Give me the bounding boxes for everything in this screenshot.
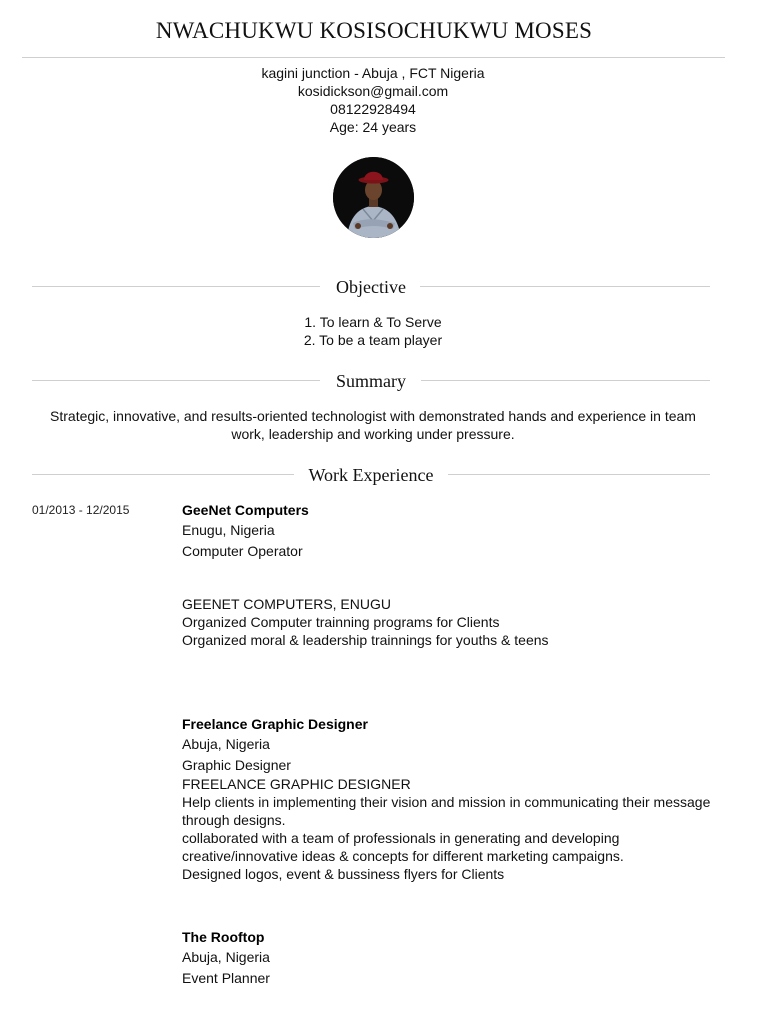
job-detail-line: collaborated with a team of professionals in generating and developing creative/innovative ideas & concepts for different marketing campaigns. <box>182 830 624 864</box>
summary-section-header <box>32 370 710 392</box>
address-text: kagini junction - Abuja , FCT Nigeria <box>261 65 485 81</box>
person-photo-icon <box>333 157 414 238</box>
summary-title: Summary <box>336 371 406 391</box>
job-role: Event Planner <box>182 970 270 986</box>
objective-title: Objective <box>336 277 406 297</box>
job-heading: GEENET COMPUTERS, ENUGU <box>182 596 391 612</box>
job-detail-line: Designed logos, event & bussiness flyers for Clients <box>182 866 505 882</box>
candidate-name: NWACHUKWU KOSISOCHUKWU MOSES <box>155 18 593 43</box>
header-divider <box>22 57 725 58</box>
work-experience-section-header <box>32 464 710 486</box>
objective-item: 1. To learn & To Serve <box>304 314 442 330</box>
job-entry-rooftop <box>182 927 722 989</box>
job-entry-freelance <box>182 714 722 883</box>
job-location: Abuja, Nigeria <box>182 736 270 752</box>
summary-text: Strategic, innovative, and results-oriented technologist with demonstrated hands and experience in team work, leadership and working under pressure. <box>50 408 696 442</box>
job-location: Abuja, Nigeria <box>182 949 270 965</box>
job-company: The Rooftop <box>182 929 265 945</box>
profile-photo <box>333 157 414 238</box>
objective-section-header <box>32 276 710 298</box>
job-role: Computer Operator <box>182 543 303 559</box>
job-location: Enugu, Nigeria <box>182 522 275 538</box>
job-heading: FREELANCE GRAPHIC DESIGNER <box>182 776 411 792</box>
job-detail-line: Help clients in implementing their vision and mission in communicating their message through designs. <box>182 794 711 828</box>
objective-item: 2. To be a team player <box>303 332 443 348</box>
work-experience-title: Work Experience <box>308 465 434 485</box>
age-text: Age: 24 years <box>329 119 417 135</box>
job-detail-line: Organized moral & leadership trainnings for youths & teens <box>182 632 549 648</box>
objective-list <box>0 313 746 349</box>
job-entry-geenet <box>182 500 722 649</box>
job-dates: 01/2013 - 12/2015 <box>32 503 130 517</box>
job-detail-line: Organized Computer trainning programs for Clients <box>182 614 500 630</box>
contact-block <box>0 64 746 136</box>
job-role: Graphic Designer <box>182 757 291 773</box>
email-text: kosidickson@gmail.com <box>297 83 449 99</box>
phone-text: 08122928494 <box>330 101 416 117</box>
job-company: Freelance Graphic Designer <box>182 716 368 732</box>
job-company: GeeNet Computers <box>182 502 309 518</box>
